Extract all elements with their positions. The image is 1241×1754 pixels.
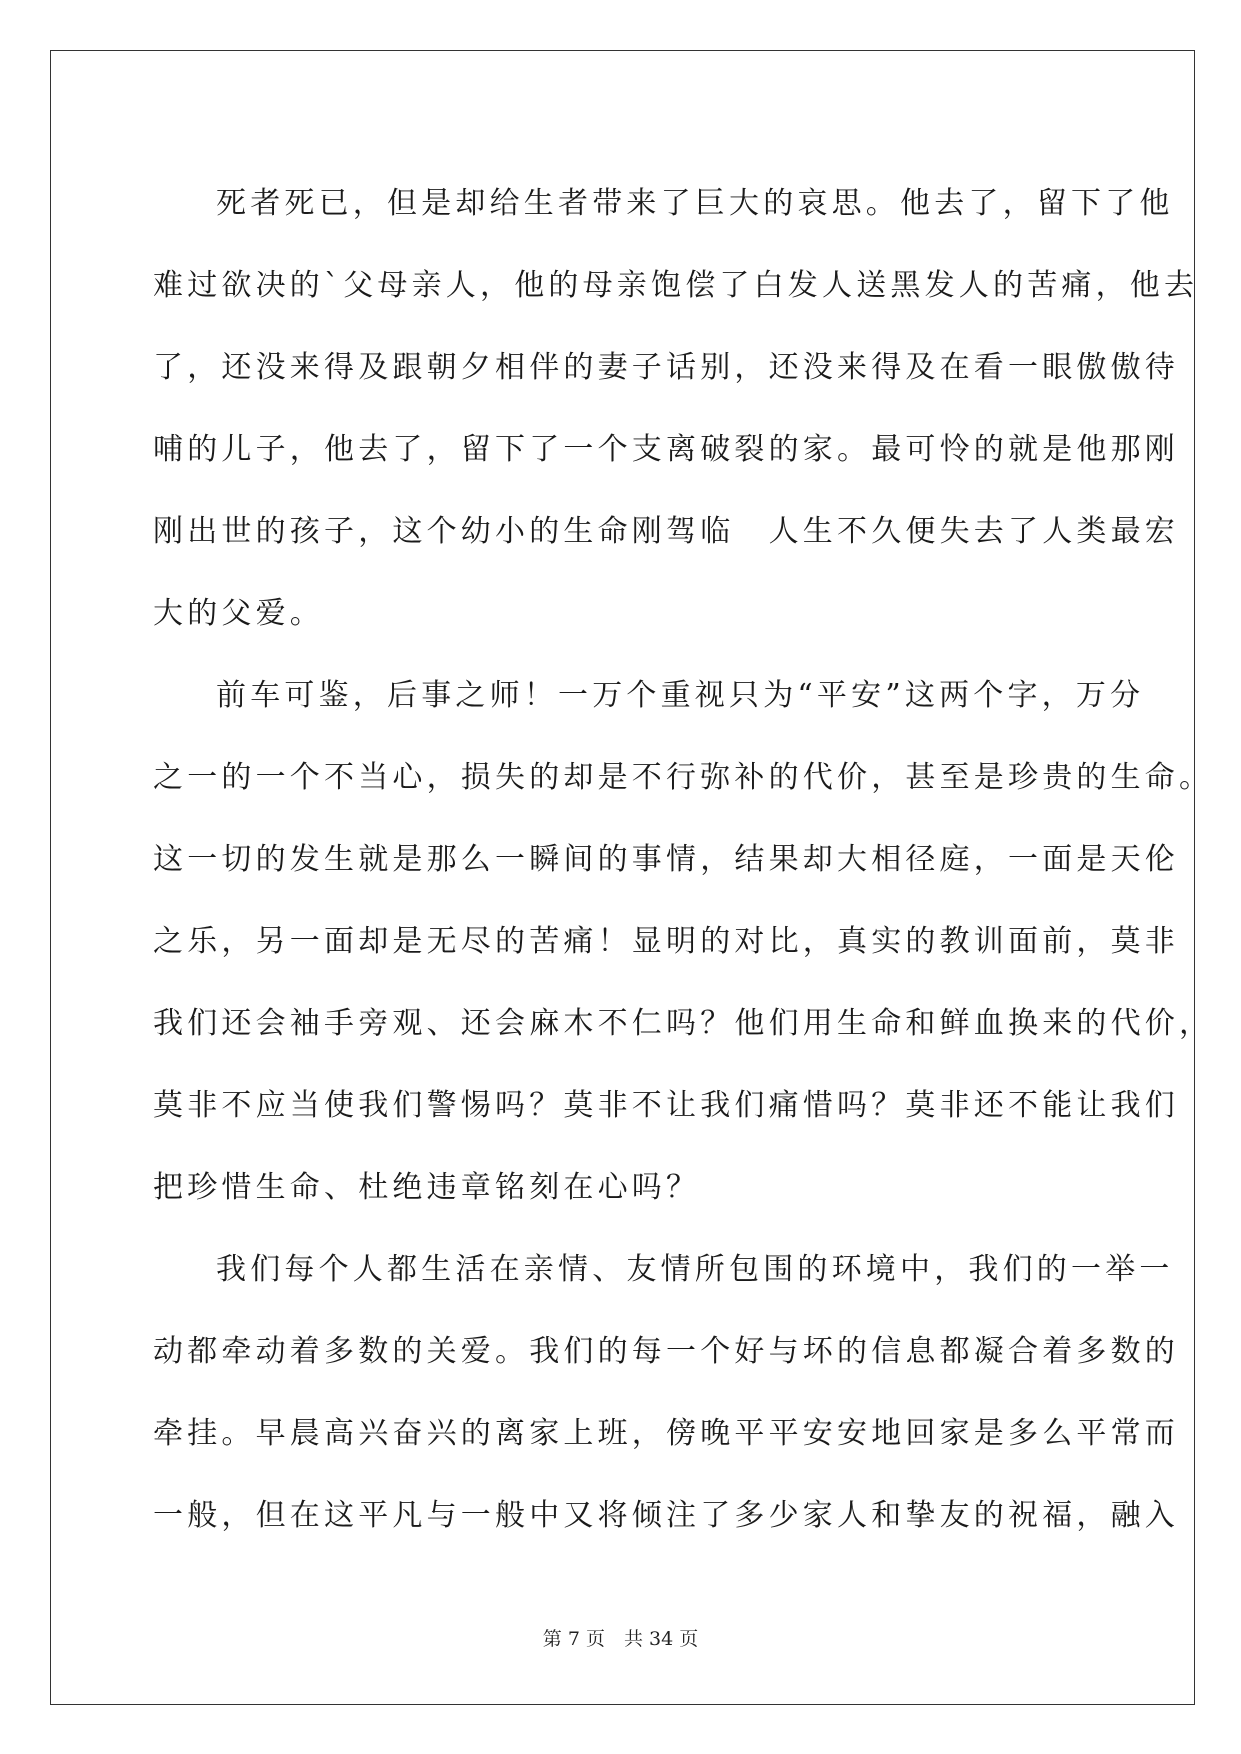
text-line: 我们还会袖手旁观、还会麻木不仁吗？他们用生命和鲜血换来的代价， xyxy=(153,1006,1214,1041)
text-line: 我们每个人都生活在亲情、友情所包围的环境中，我们的一举一 xyxy=(216,1252,1174,1287)
text-line: 之乐，另一面却是无尽的苦痛！显明的对比，真实的教训面前，莫非 xyxy=(153,924,1179,959)
document-body xyxy=(153,163,1214,1557)
text-line: 把珍惜生命、杜绝违章铭刻在心吗？ xyxy=(153,1170,701,1205)
text-line: 难过欲决的`父母亲人，他的母亲饱偿了白发人送黑发人的苦痛，他去 xyxy=(153,268,1199,303)
text-line: 前车可鉴，后事之师！一万个重视只为“平安”这两个字，万分 xyxy=(216,678,1145,713)
paragraph-3 xyxy=(153,1229,1179,1557)
text-line: 莫非不应当使我们警惕吗？莫非不让我们痛惜吗？莫非还不能让我们 xyxy=(153,1088,1179,1123)
text-line: 大的父爱。 xyxy=(153,596,324,631)
text-line: 动都牵动着多数的关爱。我们的每一个好与坏的信息都凝合着多数的 xyxy=(153,1334,1179,1369)
text-line: 死者死已，但是却给生者带来了巨大的哀思。他去了，留下了他 xyxy=(216,186,1174,221)
text-line: 刚出世的孩子，这个幼小的生命刚驾临 人生不久便失去了人类最宏 xyxy=(153,514,1179,549)
text-line: 之一的一个不当心，损失的却是不行弥补的代价，甚至是珍贵的生命。 xyxy=(153,760,1214,795)
text-line: 牵挂。早晨高兴奋兴的离家上班，傍晚平平安安地回家是多么平常而 xyxy=(153,1416,1179,1451)
paragraph-2 xyxy=(153,655,1214,1229)
page-number-footer: 第 7 页 共 34 页 xyxy=(542,1628,699,1650)
text-line: 这一切的发生就是那么一瞬间的事情，结果却大相径庭，一面是天伦 xyxy=(153,842,1179,877)
text-line: 一般，但在这平凡与一般中又将倾注了多少家人和挚友的祝福，融入 xyxy=(153,1498,1179,1533)
text-line: 哺的儿子，他去了，留下了一个支离破裂的家。最可怜的就是他那刚 xyxy=(153,432,1179,467)
text-line: 了，还没来得及跟朝夕相伴的妻子话别，还没来得及在看一眼傲傲待 xyxy=(153,350,1179,385)
paragraph-1 xyxy=(153,163,1199,655)
